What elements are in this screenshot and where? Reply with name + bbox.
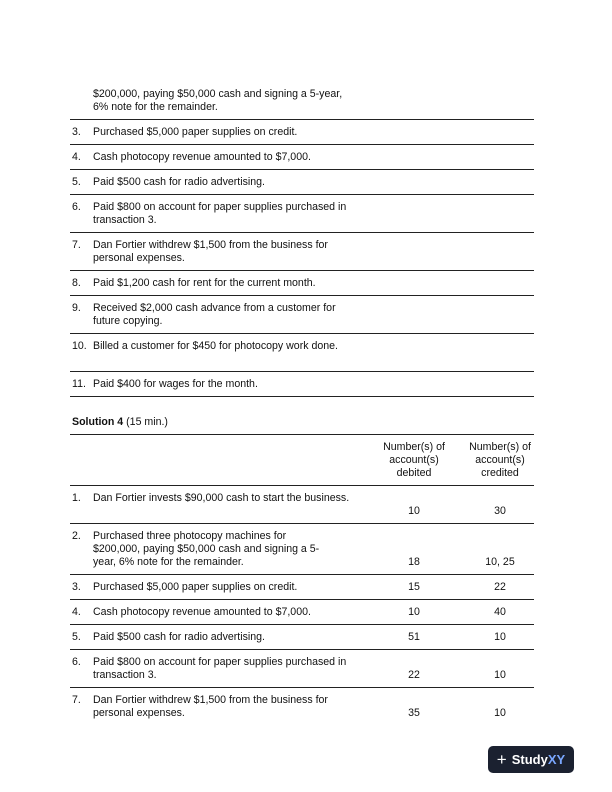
- transaction-text: Dan Fortier withdrew $1,500 from the business for personal expenses.: [93, 239, 328, 264]
- row-divider: [70, 295, 534, 296]
- studyxy-logo-badge[interactable]: [488, 746, 574, 773]
- row-number: 6.: [72, 201, 81, 213]
- row-divider: [70, 523, 534, 524]
- debited-value: 51: [408, 631, 420, 643]
- row-divider: [70, 333, 534, 334]
- credited-value: 10, 25: [485, 556, 515, 568]
- transaction-text: Paid $800 on account for paper supplies purchased in transaction 3.: [93, 656, 347, 681]
- transaction-text: Cash photocopy revenue amounted to $7,000.: [93, 151, 311, 163]
- transaction-text: Purchased $5,000 paper supplies on credit.: [93, 581, 298, 593]
- credited-value: 22: [494, 581, 506, 593]
- row-number: 5.: [72, 176, 81, 188]
- transaction-text: Paid $400 for wages for the month.: [93, 378, 258, 390]
- badge-xy: XY: [547, 752, 566, 767]
- transaction-text: Purchased three photocopy machines for $200,000, paying $50,000 cash and signing a 5-year, 6% note for the remainder.: [93, 530, 320, 568]
- row-divider: [70, 232, 534, 233]
- row-number: 10.: [72, 340, 87, 352]
- table-top-rule: [70, 434, 534, 435]
- credited-value: 10: [494, 631, 506, 643]
- row-number: 8.: [72, 277, 81, 289]
- transaction-text: Dan Fortier withdrew $1,500 from the business for personal expenses.: [93, 694, 328, 719]
- row-divider: [70, 649, 534, 650]
- transaction-text: Cash photocopy revenue amounted to $7,000.: [93, 606, 311, 618]
- transaction-text: Purchased $5,000 paper supplies on credit.: [93, 126, 298, 138]
- debited-value: 22: [408, 669, 420, 681]
- debited-value: 10: [408, 505, 420, 517]
- transaction-text: Paid $1,200 cash for rent for the current month.: [93, 277, 316, 289]
- row-number: 4.: [72, 151, 81, 163]
- header-divider: [70, 485, 534, 486]
- debited-value: 18: [408, 556, 420, 568]
- transaction-text: Paid $500 cash for radio advertising.: [93, 631, 265, 643]
- solution-heading: Solution 4: [72, 416, 124, 428]
- row-number: 5.: [72, 631, 81, 643]
- transaction-text: Received $2,000 cash advance from a customer for future copying.: [93, 302, 336, 327]
- credited-value: 30: [494, 505, 506, 517]
- continuation-text: $200,000, paying $50,000 cash and signing a 5-year, 6% note for the remainder.: [93, 88, 343, 113]
- row-divider: [70, 371, 534, 372]
- credited-value: 40: [494, 606, 506, 618]
- row-divider: [70, 119, 534, 120]
- row-number: 2.: [72, 530, 81, 542]
- row-number: 7.: [72, 694, 81, 706]
- row-divider: [70, 624, 534, 625]
- header-credited: Number(s) of account(s) credited: [469, 441, 531, 479]
- row-number: 3.: [72, 126, 81, 138]
- row-number: 3.: [72, 581, 81, 593]
- transaction-text: Paid $500 cash for radio advertising.: [93, 176, 265, 188]
- transaction-text: Dan Fortier invests $90,000 cash to start the business.: [93, 492, 350, 504]
- badge-study: Study: [511, 752, 548, 767]
- debited-value: 15: [408, 581, 420, 593]
- row-number: 7.: [72, 239, 81, 251]
- row-number: 6.: [72, 656, 81, 668]
- row-divider: [70, 270, 534, 271]
- row-divider: [70, 169, 534, 170]
- row-number: 1.: [72, 492, 81, 504]
- row-divider: [70, 574, 534, 575]
- transaction-text: Billed a customer for $450 for photocopy work done.: [93, 340, 338, 352]
- debited-value: 10: [408, 606, 420, 618]
- solution-title: [72, 416, 168, 429]
- solution-time: (15 min.): [126, 416, 168, 428]
- debited-value: 35: [408, 707, 420, 719]
- row-number: 11.: [72, 378, 86, 390]
- row-divider: [70, 599, 534, 600]
- plus-icon: +: [496, 749, 507, 769]
- badge-label: [512, 752, 565, 767]
- row-divider: [70, 144, 534, 145]
- transaction-text: Paid $800 on account for paper supplies purchased in transaction 3.: [93, 201, 347, 226]
- row-number: 4.: [72, 606, 81, 618]
- header-debited: Number(s) of account(s) debited: [383, 441, 445, 479]
- credited-value: 10: [494, 707, 506, 719]
- row-divider: [70, 687, 534, 688]
- credited-value: 10: [494, 669, 506, 681]
- row-number: 9.: [72, 302, 81, 314]
- row-divider: [70, 194, 534, 195]
- row-divider: [70, 396, 534, 397]
